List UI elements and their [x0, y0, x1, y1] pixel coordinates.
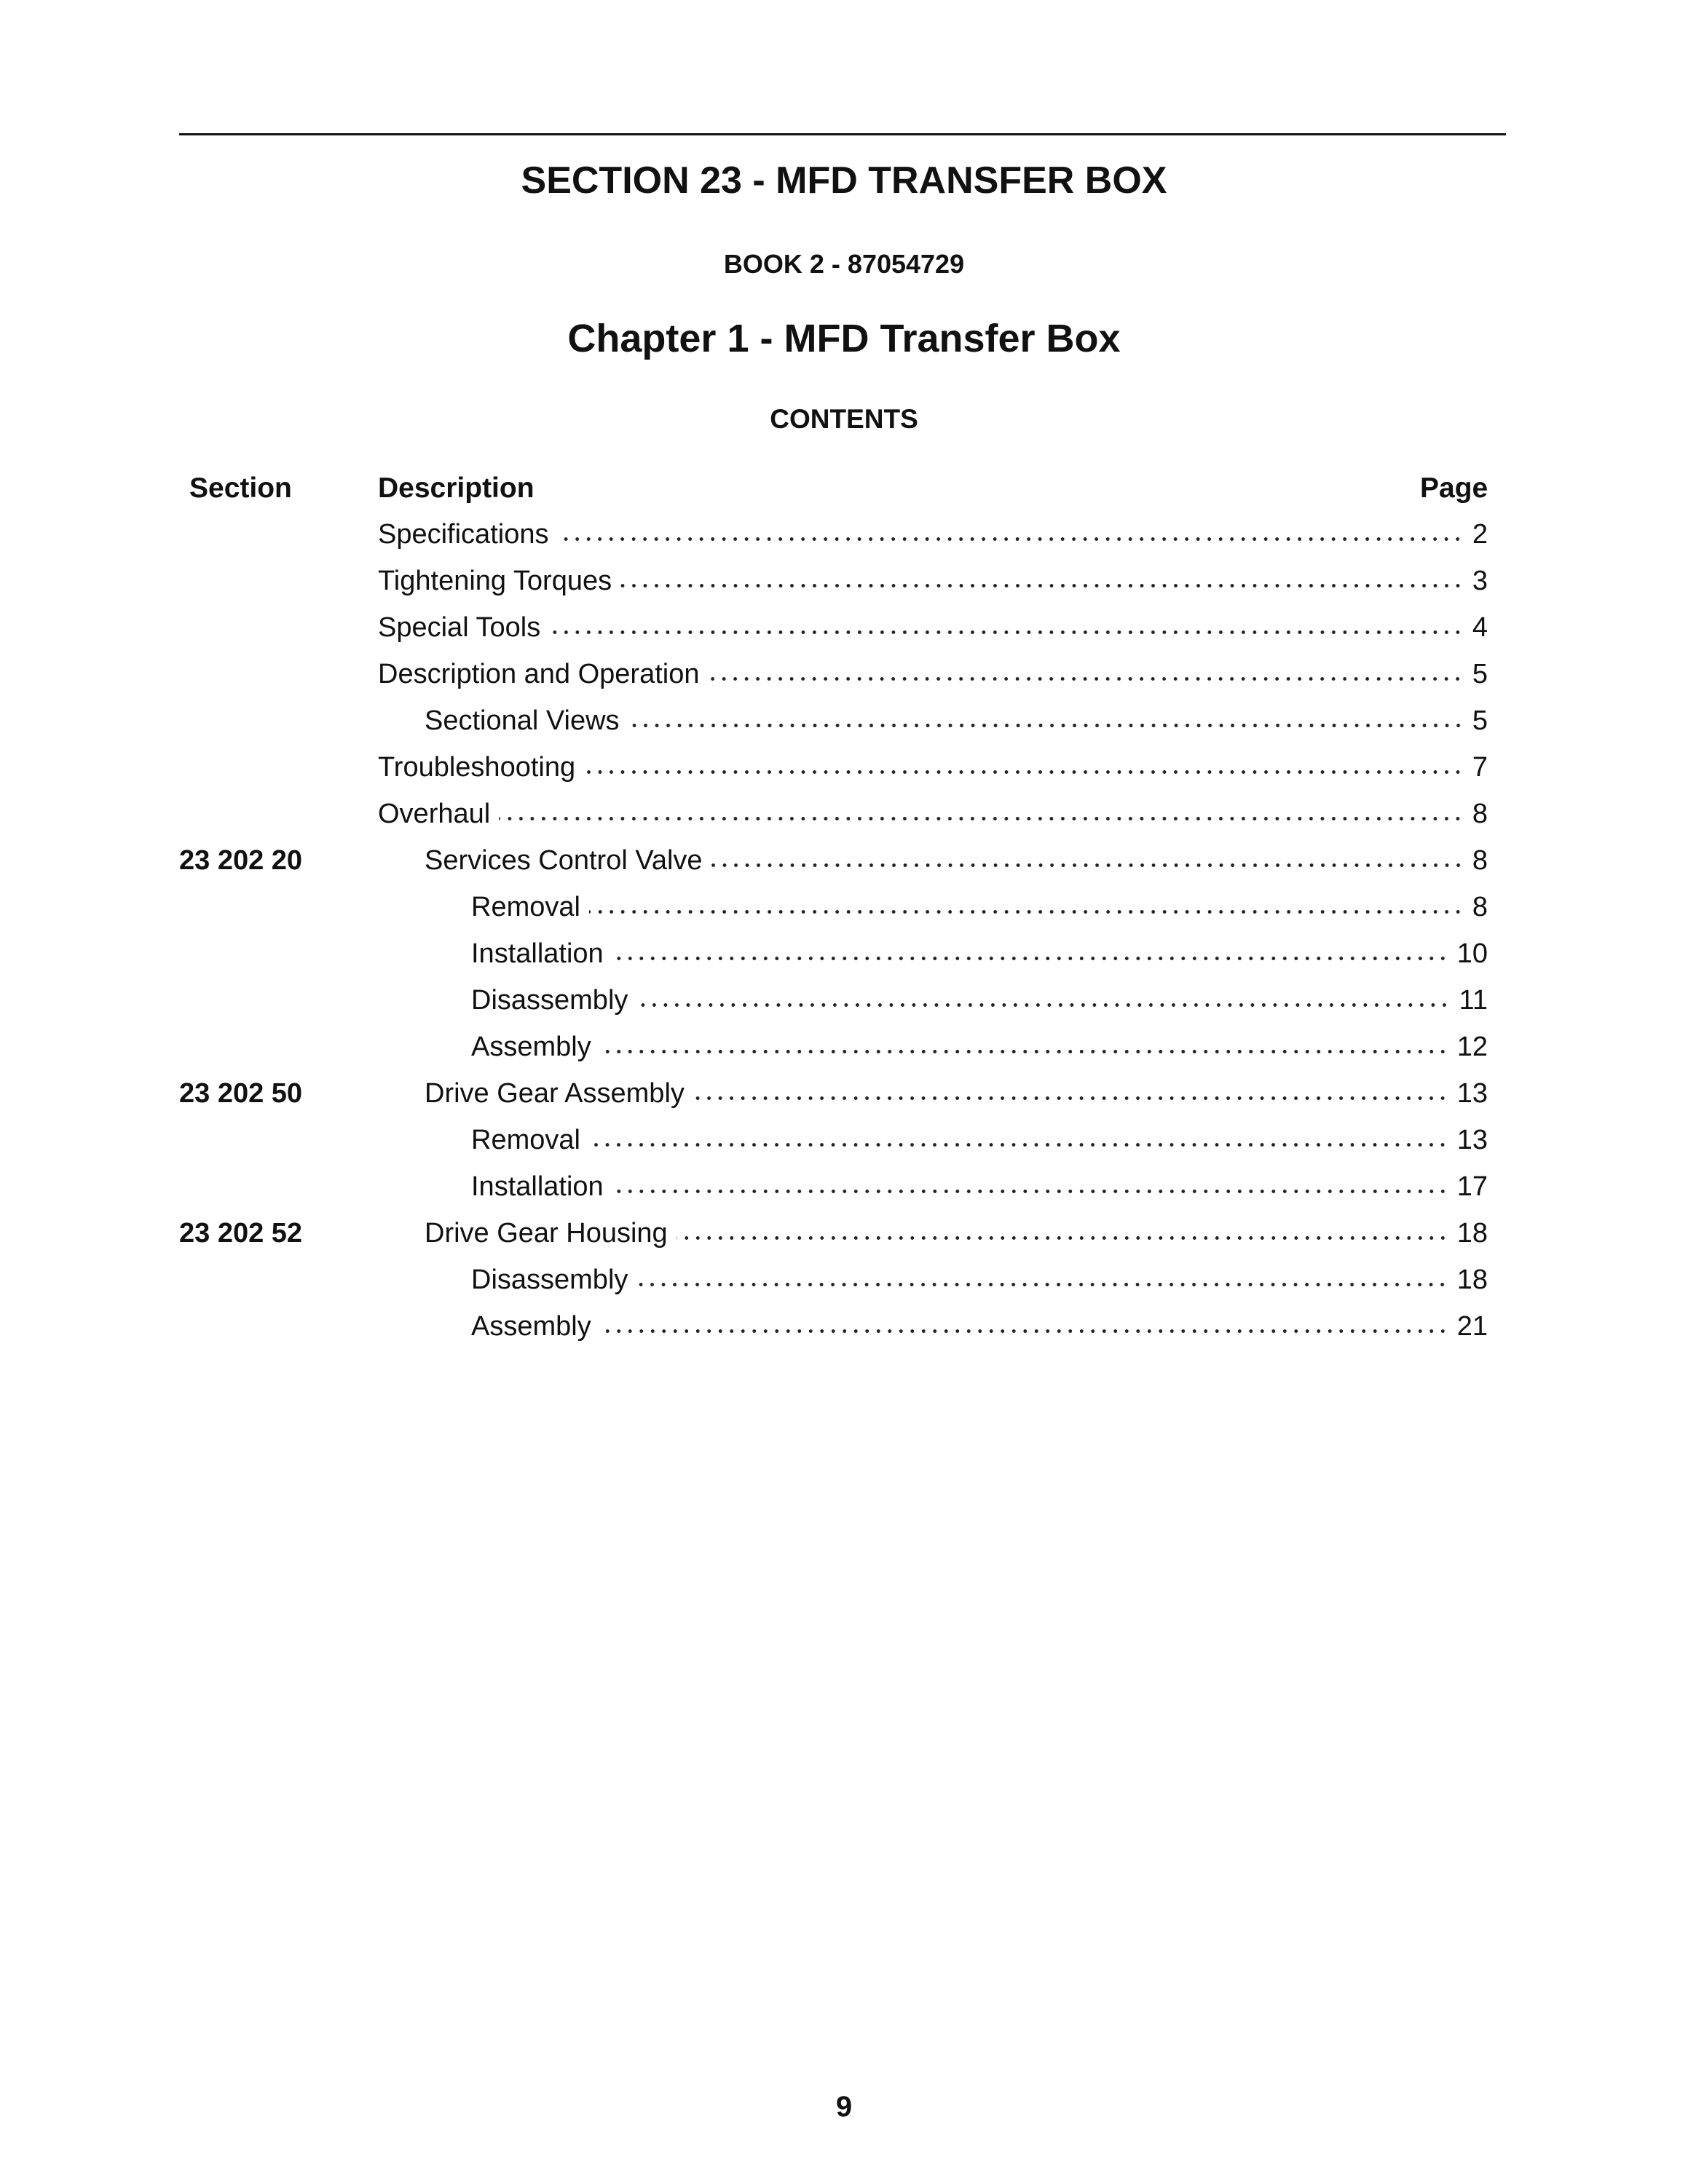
toc-page-number: 13: [1456, 1125, 1488, 1155]
toc-row: [0, 892, 1688, 938]
dot-leader: [628, 722, 1464, 729]
page-number: 9: [835, 2091, 853, 2123]
toc-row: [0, 1125, 1688, 1171]
dot-leader: [620, 582, 1464, 589]
toc-title: Disassembly: [471, 1265, 628, 1295]
column-header-description: Description: [378, 472, 535, 504]
toc-row: [0, 659, 1688, 705]
toc-page-number: 8: [1472, 845, 1488, 876]
toc-row: [0, 1311, 1688, 1358]
contents-heading: CONTENTS: [770, 404, 918, 434]
toc-entry[interactable]: [471, 1125, 1488, 1156]
section-title: SECTION 23 - MFD TRANSFER BOX: [521, 159, 1167, 202]
dot-leader: [584, 769, 1464, 775]
toc-title: Tightening Torques: [378, 566, 612, 596]
toc-page-number: 5: [1472, 705, 1488, 736]
toc-page-number: 18: [1456, 1218, 1488, 1249]
dot-leader: [612, 1188, 1448, 1195]
toc-row: [0, 1032, 1688, 1078]
toc-row: [0, 1218, 1688, 1265]
toc-entry[interactable]: [471, 892, 1488, 923]
toc-page-number: 11: [1459, 985, 1488, 1016]
toc-row: [0, 799, 1688, 845]
dot-leader: [693, 1095, 1448, 1101]
toc-row: [0, 938, 1688, 985]
toc-page-number: 21: [1456, 1311, 1488, 1342]
toc-page-number: 13: [1456, 1078, 1488, 1109]
chapter-title: Chapter 1 - MFD Transfer Box: [567, 317, 1121, 360]
toc-entry[interactable]: [425, 1078, 1488, 1109]
toc-section-code: 23 202 50: [179, 1078, 303, 1109]
dot-leader: [612, 955, 1448, 962]
toc-row: [0, 1078, 1688, 1125]
dot-leader: [589, 909, 1464, 915]
toc-page-number: 17: [1456, 1171, 1488, 1202]
toc-page-number: 12: [1456, 1032, 1488, 1062]
toc-page-number: 2: [1472, 519, 1488, 550]
dot-leader: [499, 815, 1464, 822]
toc-entry[interactable]: [378, 659, 1488, 690]
toc-title: Assembly: [471, 1032, 591, 1062]
column-header-page: Page: [1420, 472, 1488, 504]
toc-entry[interactable]: [378, 612, 1488, 644]
toc-title: Removal: [471, 1125, 580, 1155]
toc-page-number: 5: [1472, 659, 1488, 689]
column-header-section: Section: [189, 472, 292, 504]
toc-row: [0, 566, 1688, 612]
dot-leader: [600, 1048, 1448, 1055]
toc-title: Special Tools: [378, 612, 541, 643]
toc-entry[interactable]: [425, 705, 1488, 737]
dot-leader: [711, 862, 1464, 869]
toc-page-number: 3: [1472, 566, 1488, 596]
toc-row: [0, 752, 1688, 799]
toc-entry[interactable]: [471, 1265, 1488, 1296]
toc-title: Assembly: [471, 1311, 591, 1342]
toc-row: [0, 1171, 1688, 1218]
toc-entry[interactable]: [425, 1218, 1488, 1249]
toc-title: Installation: [471, 1171, 604, 1202]
dot-leader: [589, 1142, 1448, 1148]
toc-entry[interactable]: [471, 1032, 1488, 1063]
toc-section-code: 23 202 20: [179, 845, 303, 876]
toc-row: [0, 985, 1688, 1032]
top-rule: [179, 133, 1506, 135]
toc-page-number: 8: [1472, 799, 1488, 829]
toc-entry[interactable]: [471, 1311, 1488, 1342]
dot-leader: [557, 536, 1463, 542]
toc-title: Drive Gear Housing: [425, 1218, 668, 1249]
toc-page-number: 18: [1456, 1265, 1488, 1295]
toc-entry[interactable]: [471, 985, 1488, 1016]
toc-title: Drive Gear Assembly: [425, 1078, 685, 1109]
toc-entry[interactable]: [471, 1171, 1488, 1203]
toc-page-number: 8: [1472, 892, 1488, 922]
toc-row: [0, 845, 1688, 892]
toc-title: Removal: [471, 892, 580, 922]
toc-page-number: 4: [1472, 612, 1488, 643]
toc-section-code: 23 202 52: [179, 1218, 303, 1249]
toc-entry[interactable]: [378, 752, 1488, 783]
toc-entry[interactable]: [378, 799, 1488, 830]
toc-row: [0, 519, 1688, 566]
toc-row: [0, 1265, 1688, 1311]
toc-page-number: 7: [1472, 752, 1488, 783]
dot-leader: [549, 629, 1464, 636]
dot-leader: [677, 1235, 1448, 1241]
dot-leader: [636, 1002, 1450, 1008]
toc-entry[interactable]: [471, 938, 1488, 970]
toc-row: [0, 705, 1688, 752]
toc-title: Specifications: [378, 519, 549, 550]
dot-leader: [600, 1328, 1448, 1334]
toc-title: Installation: [471, 938, 604, 969]
toc-entry[interactable]: [378, 566, 1488, 597]
toc-title: Sectional Views: [425, 705, 620, 736]
dot-leader: [708, 676, 1463, 682]
toc-title: Troubleshooting: [378, 752, 576, 783]
toc-row: [0, 612, 1688, 659]
dot-leader: [636, 1281, 1448, 1288]
toc-page-number: 10: [1456, 938, 1488, 969]
toc-title: Disassembly: [471, 985, 628, 1016]
toc-title: Services Control Valve: [425, 845, 703, 876]
toc-entry[interactable]: [378, 519, 1488, 550]
toc-entry[interactable]: [425, 845, 1488, 877]
toc-title: Overhaul: [378, 799, 491, 829]
toc-title: Description and Operation: [378, 659, 700, 689]
book-number: BOOK 2 - 87054729: [723, 249, 965, 279]
